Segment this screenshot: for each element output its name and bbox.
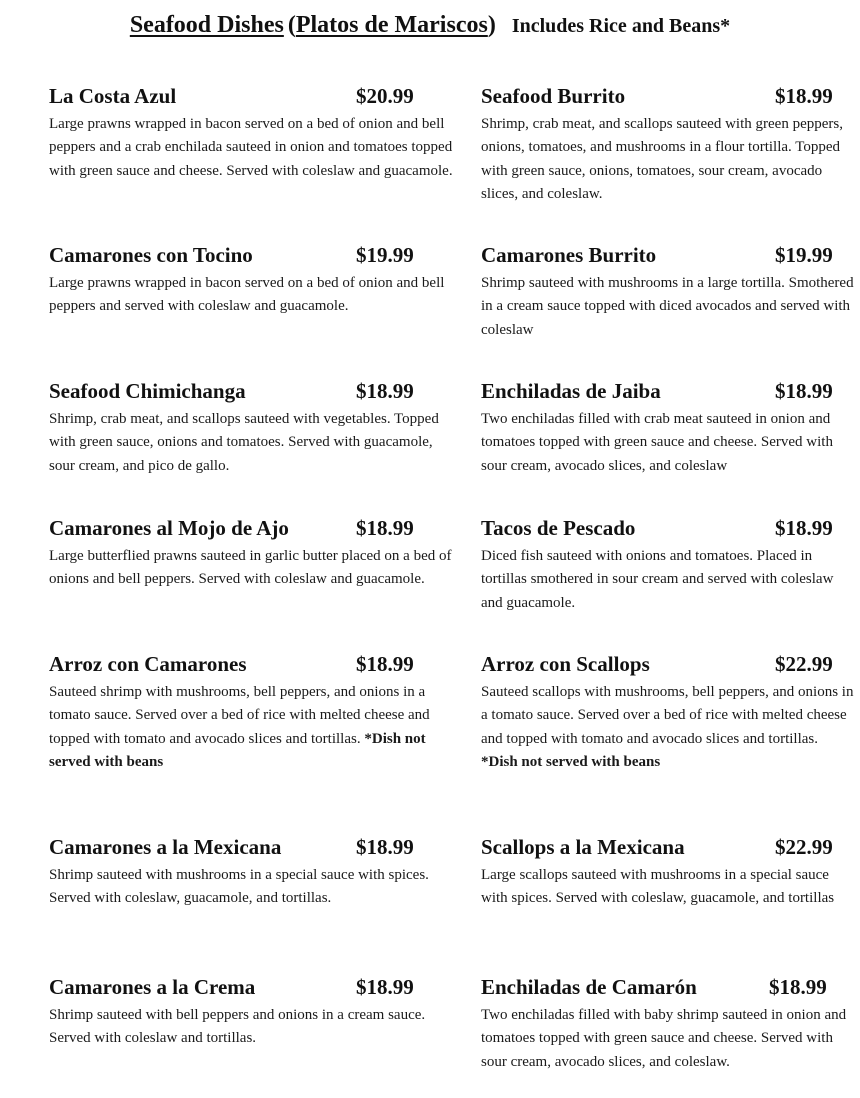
dish-name: Enchiladas de Camarón <box>481 975 697 999</box>
dish-note: *Dish not served with beans <box>49 730 426 770</box>
dish-name: Camarones a la Crema <box>49 975 256 999</box>
dish-name: La Costa Azul <box>49 84 177 108</box>
dish-price: $18.99 <box>356 516 414 540</box>
menu-item-camarones-a-la-mexicana <box>49 835 469 911</box>
dish-description: Two enchiladas filled with baby shrimp sauteed in onion and tomatoes topped with green sauce and cheese. Served with sour cream, avocado slices, and coleslaw. <box>481 1007 847 1070</box>
menu-item-tacos-de-pescado <box>481 516 860 615</box>
dish-price: $18.99 <box>356 379 414 403</box>
dish-description: Large prawns wrapped in bacon served on a bed of onion and bell peppers and served with coleslaw and guacamole. <box>49 275 445 315</box>
dish-description: Large prawns wrapped in bacon served on a bed of onion and bell peppers and a crab enchilada sauteed in onion and tomatoes topped with green sauce and cheese. Served with coleslaw and guacamole. <box>49 116 453 179</box>
section-title: Seafood Dishes <box>129 12 284 38</box>
dish-price: $18.99 <box>775 379 833 403</box>
dish-price: $18.99 <box>356 975 414 999</box>
dish-name: Scallops a la Mexicana <box>481 835 685 859</box>
menu-item-camarones-burrito <box>481 243 860 342</box>
dish-name: Arroz con Scallops <box>481 652 650 676</box>
dish-description: Two enchiladas filled with crab meat sauteed in onion and tomatoes topped with green sauce and cheese. Served with sour cream, avocado slices, and coleslaw <box>481 411 833 474</box>
dish-description: Sauteed shrimp with mushrooms, bell peppers, and onions in a tomato sauce. Served over a bed of rice with melted cheese and topped with tomato and avocado slices and tortillas. *Dish not served with beans <box>49 684 430 770</box>
dish-price: $20.99 <box>356 84 414 108</box>
dish-description: Shrimp, crab meat, and scallops sauteed with vegetables. Topped with green sauce, onions and tomatoes. Served with guacamole, sour cream, and pico de gallo. <box>49 411 439 474</box>
dish-description: Shrimp, crab meat, and scallops sauteed with green peppers, onions, tomatoes, and mushrooms in a flour tortilla. Topped with green sauce, onions, tomatoes, sour cream, avocado slices, and coleslaw. <box>481 116 843 202</box>
dish-price: $18.99 <box>356 835 414 859</box>
dish-description: Shrimp sauteed with bell peppers and onions in a cream sauce. Served with coleslaw and tortillas. <box>49 1007 426 1047</box>
dish-price: $18.99 <box>775 84 833 108</box>
dish-description: Shrimp sauteed with mushrooms in a large tortilla. Smothered in a cream sauce topped with diced avocados and served with coleslaw <box>481 275 854 338</box>
menu-item-camarones-a-la-crema <box>49 975 469 1051</box>
section-subtitle: Platos de Mariscos <box>295 12 488 38</box>
dish-name: Seafood Chimichanga <box>49 379 246 403</box>
dish-name: Camarones a la Mexicana <box>49 835 282 859</box>
dish-price: $18.99 <box>356 652 414 676</box>
dish-description: Shrimp sauteed with mushrooms in a special sauce with spices. Served with coleslaw, guacamole, and tortillas. <box>49 867 429 907</box>
dish-name: Arroz con Camarones <box>49 652 247 676</box>
dish-price: $18.99 <box>769 975 827 999</box>
dish-name: Tacos de Pescado <box>481 516 636 540</box>
menu-item-camarones-al-mojo-de-ajo <box>49 516 469 592</box>
dish-price: $19.99 <box>775 243 833 267</box>
includes-note: Includes Rice and Beans* <box>511 15 731 37</box>
menu-item-scallops-a-la-mexicana <box>481 835 860 911</box>
menu-item-seafood-chimichanga <box>49 379 469 478</box>
dish-price: $22.99 <box>775 835 833 859</box>
menu-item-arroz-con-scallops <box>481 652 860 774</box>
dish-description: Diced fish sauteed with onions and tomatoes. Placed in tortillas smothered in sour cream and served with coleslaw and guacamole. <box>481 548 834 611</box>
dish-name: Camarones con Tocino <box>49 243 253 267</box>
dish-description: Sauteed scallops with mushrooms, bell peppers, and onions in a tomato sauce. Served over a bed of rice with melted cheese and topped with tomato and avocado slices and tortillas. *Dish not served with beans <box>481 684 854 770</box>
dish-name: Camarones al Mojo de Ajo <box>49 516 289 540</box>
menu-item-enchiladas-de-camaron <box>481 975 860 1074</box>
dish-name: Seafood Burrito <box>481 84 626 108</box>
dish-price: $22.99 <box>775 652 833 676</box>
menu-item-arroz-con-camarones <box>49 652 469 774</box>
menu-item-enchiladas-de-jaiba <box>481 379 860 478</box>
paren-open: ( <box>287 12 296 38</box>
dish-note: *Dish not served with beans <box>481 753 661 770</box>
menu-header <box>0 12 860 39</box>
dish-name: Camarones Burrito <box>481 243 657 267</box>
menu-item-seafood-burrito <box>481 84 860 206</box>
paren-close: ) <box>487 12 496 38</box>
dish-description: Large butterflied prawns sauteed in garlic butter placed on a bed of onions and bell peppers. Served with coleslaw and guacamole. <box>49 548 452 588</box>
menu-item-la-costa-azul <box>49 84 469 183</box>
dish-name: Enchiladas de Jaiba <box>481 379 661 403</box>
dish-price: $18.99 <box>775 516 833 540</box>
dish-price: $19.99 <box>356 243 414 267</box>
dish-description: Large scallops sauteed with mushrooms in a special sauce with spices. Served with coleslaw, guacamole, and tortillas <box>481 867 835 907</box>
menu-item-camarones-con-tocino <box>49 243 469 319</box>
